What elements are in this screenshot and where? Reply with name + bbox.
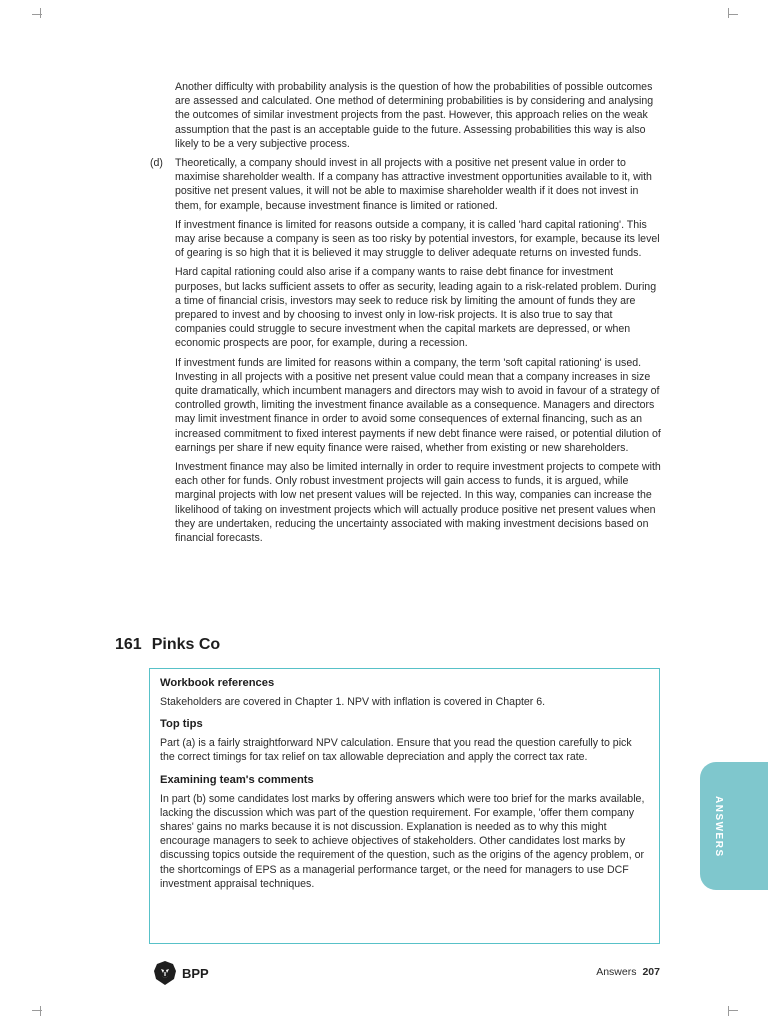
answers-tab-label: ANSWERS — [713, 796, 724, 858]
crop-mark — [40, 8, 41, 18]
part-d-label: (d) — [150, 157, 163, 170]
workbook-heading: Workbook references — [160, 677, 275, 689]
brand-name: BPP — [182, 965, 209, 981]
part-d-paragraph: Hard capital rationing could also arise if a company wants to raise debt finance for investment purposes, but lacks sufficient assets to offer as security, leading again to a risk-related problem. During a time of financial crisis, investors may seek to reduce risk by limiting the amount of funds they are prepared to invest and by choosing to invest only in low-risk projects. It is also true to say that companies could struggle to secure investment when the capital markets are depressed, or when economic prospects are poor, for example, during a recession. — [175, 266, 657, 350]
intro-paragraph: Another difficulty with probability analysis is the question of how the probabilities of possible outcomes are assessed and calculated. One method of determining probabilities is by considering and analysing the outcomes of similar investment projects from the past. However, this approach relies on the weak assumption that the past is an acceptable guide to the future. Assessing probabilities this way is also likely to be a very subjective process. — [175, 81, 654, 150]
tips-heading: Top tips — [160, 718, 203, 731]
part-d-paragraph: If investment finance is limited for reasons outside a company, it is called 'hard capital rationing'. This may arise because a company is seen as too risky by potential investors, for example, because its level of gearing is so high that it is believed it may struggle to deliver adequate returns on invested funds. — [175, 218, 660, 260]
workbook-text: Stakeholders are covered in Chapter 1. NPV with inflation is covered in Chapter 6. — [160, 696, 546, 708]
section-number: 161 — [115, 636, 142, 653]
tips-text: Part (a) is a fairly straightforward NPV calculation. Ensure that you read the question carefully to pick the correct timings for tax relief on tax allowable depreciation and apply the correct tax rate. — [160, 737, 632, 764]
guidance-box — [149, 668, 660, 944]
examiner-text: In part (b) some candidates lost marks by offering answers which were too brief for the marks available, lacking the discussion which was part of the question requirement. For example, 'offer them company shares' gains no marks because it is not discussion. Explanation is needed as to why this might encourage managers to seek to achieve objectives of stakeholders. Other candidates lost marks by discussing topics outside the requirement of the question, such as the origins of the agency problem, or the shortcomings of EPS as a managerial performance target, or the need for managers to use DCF investment appraisal techniques. — [160, 792, 645, 890]
answer-text — [150, 80, 662, 550]
crop-mark — [728, 14, 738, 15]
crop-mark — [728, 1010, 738, 1011]
part-d-paragraph: Investment finance may also be limited internally in order to require investment projects to compete with each other for funds. Only robust investment projects will gain access to funds, it is argued, while marginal projects with low net present values will be rejected. In this way, companies can increase the likelihood of taking on investment projects which will actually produce positive net present values when they are undertaken, reducing the uncertainty associated with making investment decisions based on financial forecasts. — [175, 461, 661, 545]
lion-icon — [152, 960, 178, 986]
part-d-paragraph: If investment funds are limited for reasons within a company, the term 'soft capital rationing' is used. Investing in all projects with a positive net present value could mean that a company increases in size quite dramatically, which incumbent managers and directors may wish to avoid in favour of a strategy of controlled growth, limiting the investment finance available as a consequence. Managers and directors may limit investment finance in order to avoid some consequences of external financing, such as an increased commitment to fixed interest payments if new debt finance were raised, or potential dilution of earnings per share if new equity finance were raised, whether from existing or new shareholders. — [175, 356, 661, 454]
part-d — [150, 156, 662, 545]
crop-mark — [32, 1010, 42, 1011]
page-number: 207 — [642, 966, 660, 978]
part-d-paragraph: Theoretically, a company should invest in all projects with a positive net present value in order to maximise shareholder wealth. If a company has attractive investment opportunities available to it, with positive net present values, it will not be able to maximise shareholder wealth if it does not invest in them, for example, because investment finance is limited or rationed. — [175, 157, 652, 212]
section-heading — [115, 636, 220, 654]
crop-mark — [40, 1006, 41, 1016]
examiner-heading: Examining team's comments — [160, 773, 314, 786]
bpp-logo — [152, 960, 209, 986]
crop-mark — [728, 8, 729, 18]
crop-mark — [32, 14, 42, 15]
crop-mark — [728, 1006, 729, 1016]
section-title: Pinks Co — [151, 636, 221, 653]
footer-section-label: Answers — [596, 966, 637, 978]
page-footer — [596, 966, 660, 978]
